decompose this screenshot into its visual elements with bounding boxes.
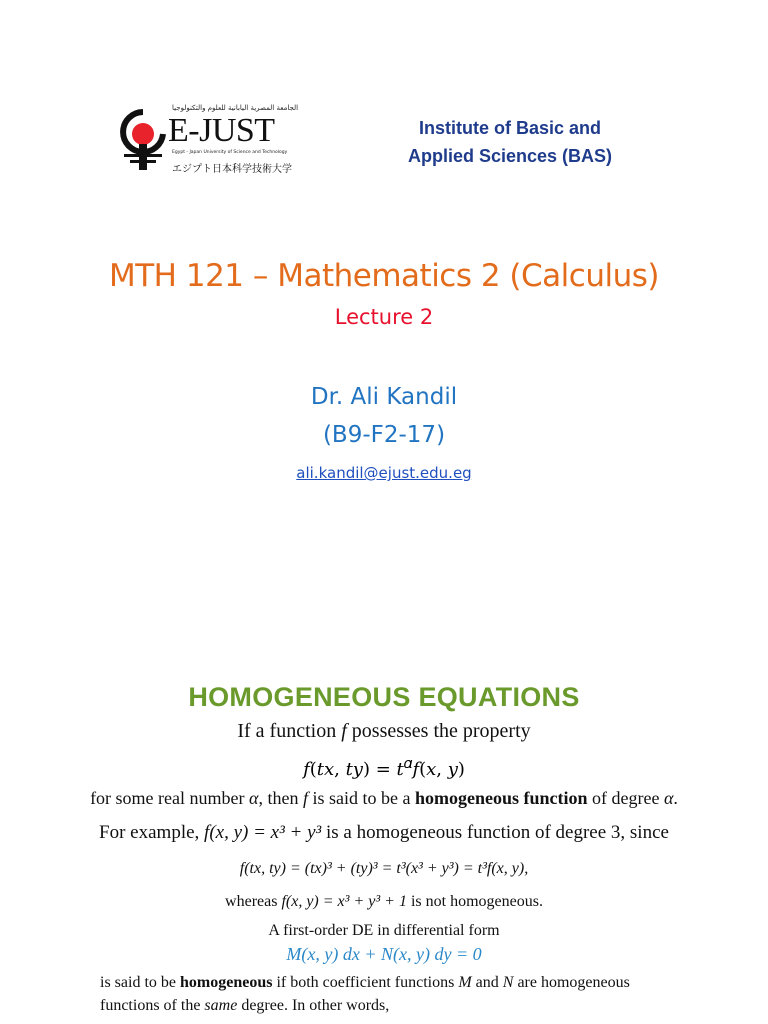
office-location: (B9-F2-17) bbox=[322, 422, 446, 448]
homogeneous-definition-line: is said to be homogeneous if both coefficient functions M and N are homogeneous bbox=[100, 974, 630, 991]
course-title: MTH 121 – Mathematics 2 (Calculus) bbox=[109, 258, 659, 294]
content-slide bbox=[0, 660, 768, 1024]
institute-line-2: Applied Sciences (BAS) bbox=[407, 146, 613, 166]
institute-line-1: Institute of Basic and bbox=[418, 118, 602, 138]
same-degree-line: functions of the same degree. In other words, bbox=[100, 997, 390, 1014]
differential-form-line: A first-order DE in differential form bbox=[268, 922, 500, 939]
definition-line: for some real number α, then f is said to be a homogeneous function of degree α. bbox=[90, 788, 678, 808]
property-equation: 𝑓(𝑡𝑥, 𝑡𝑦) = 𝑡$^𝛼$𝑓(𝑥, 𝑦) bbox=[303, 754, 465, 780]
intro-line: If a function f possesses the property bbox=[237, 720, 531, 742]
ejust-emblem-icon bbox=[120, 108, 166, 172]
logo-arabic-text: الجامعة المصرية اليابانية للعلوم والتكنولوجيا bbox=[172, 104, 299, 112]
counterexample-line: whereas f(x, y) = x³ + y³ + 1 is not homogeneous. bbox=[225, 893, 543, 910]
email-link[interactable]: ali.kandil@ejust.edu.eg bbox=[296, 464, 472, 482]
email-container bbox=[0, 464, 768, 482]
logo-japanese-text: エジプト日本科学技術大学 bbox=[172, 164, 292, 175]
institute-name bbox=[376, 114, 644, 170]
logo-name: E-JUST bbox=[168, 112, 275, 149]
ejust-logo bbox=[120, 104, 300, 176]
slide-heading: HOMOGENEOUS EQUATIONS bbox=[188, 682, 580, 712]
example-line: For example, f(x, y) = x³ + y³ is a homogeneous function of degree 3, since bbox=[99, 822, 669, 843]
differential-equation: M(x, y) dx + N(x, y) dy = 0 bbox=[286, 944, 482, 964]
instructor-name: Dr. Ali Kandil bbox=[310, 384, 458, 410]
example-equation: f(tx, ty) = (tx)³ + (ty)³ = t³(x³ + y³) = t³f(x, y), bbox=[239, 860, 529, 877]
lecture-number: Lecture 2 bbox=[334, 305, 434, 329]
logo-subtitle: Egypt - Japan University of Science and Technology bbox=[172, 150, 288, 155]
